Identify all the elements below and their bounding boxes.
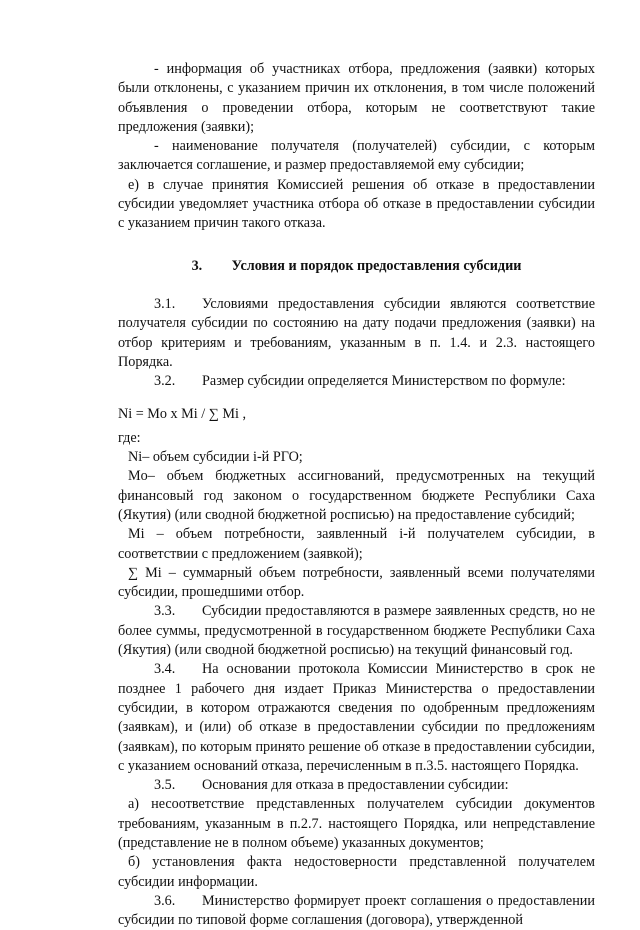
where-label: где: xyxy=(118,429,141,446)
intro-item-2: - наименование получателя (получателей) субсидии, с которым заключается соглашение, и размер предоставляемой ему субсидии; xyxy=(118,138,595,174)
paragraph-3-4 xyxy=(118,660,595,776)
formula: Ni = Mo x Mi / ∑ Mi , xyxy=(118,406,247,423)
ground-b: б) установления факта недостоверности представленной получателем субсидии информации. xyxy=(118,854,595,890)
section-heading xyxy=(118,257,595,276)
paragraph-number: 3.6. xyxy=(154,892,176,909)
paragraph-number: 3.2. xyxy=(154,373,176,390)
paragraph-number: 3.1. xyxy=(154,295,176,312)
paragraph-text: Основания для отказа в предоставлении субсидии: xyxy=(202,777,509,794)
definition-mi: Mi – объем потребности, заявленный i-й получателем субсидии, в соответствии с предложением (заявкой); xyxy=(118,526,595,562)
paragraph-3-3 xyxy=(118,602,595,660)
section-title: Условия и порядок предоставления субсидии xyxy=(231,257,522,274)
paragraph-text: На основании протокола Комиссии Министерство в срок не позднее 1 рабочего дня издает Приказ Министерства о предоставлении субсидии, в котором отражаются сведения по одобренным предложениям (заявкам), и (или) об отказе в предоставлении субсидии по предложениям (заявкам), по которым принято решение об отказе в предоставлении субсидии, с указанием оснований отказа, перечисленным в п.3.5. настоящего Порядка. xyxy=(118,661,595,774)
paragraph-text: Субсидии предоставляются в размере заявленных средств, но не более суммы, предусмотренной в государственном бюджете Республики Саха (Якутия) (или сводной бюджетной росписью) на текущий финансовый год. xyxy=(118,603,595,659)
document-page xyxy=(118,60,595,930)
paragraph-number: 3.3. xyxy=(154,603,176,620)
paragraph-3-1 xyxy=(118,295,595,372)
paragraph-number: 3.4. xyxy=(154,661,176,678)
paragraph-text: Условиями предоставления субсидии являются соответствие получателя субсидии по состоянию на дату подачи предложения (заявки) на отбор критериям и требованиям, указанным в п. 1.4. и 2.3. настоящего Порядка. xyxy=(118,295,595,370)
definition-ni: Ni– объем субсидии i-й РГО; xyxy=(128,449,303,466)
paragraph-3-6 xyxy=(118,892,595,930)
paragraph-number: 3.5. xyxy=(154,777,176,794)
paragraph-3-2 xyxy=(118,372,595,391)
paragraph-3-5 xyxy=(118,776,595,795)
definition-mo: Mo– объем бюджетных ассигнований, предусмотренных на текущий финансовый год законом о государственном бюджете Республики Саха (Якутия) (или сводной бюджетной росписью) на предоставление субсидий; xyxy=(118,468,595,523)
paragraph-text: Министерство формирует проект соглашения о предоставлении субсидии по типовой форме соглашения (договора), утвержденной xyxy=(118,892,595,929)
definition-sum-mi: ∑ Mi – суммарный объем потребности, заявленный всеми получателями субсидии, прошедшими отбор. xyxy=(118,564,595,601)
ground-a: а) несоответствие представленных получателем субсидии документов требованиям, указанным в п.2.7. настоящего Порядка, или непредставление (представление не в полном объеме) указанных документов; xyxy=(118,796,595,851)
intro-item-1: - информация об участниках отбора, предложения (заявки) которых были отклонены, с указанием причин их отклонения, в том числе положений объявления о проведении отбора, которым не соответствуют такие предложения (заявки); xyxy=(118,61,595,135)
section-number: 3. xyxy=(191,257,203,274)
paragraph-text: Размер субсидии определяется Министерством по формуле: xyxy=(202,373,566,390)
intro-item-3: е) в случае принятия Комиссией решения об отказе в предоставлении субсидии уведомляет участника отбора об отказе в предоставлении субсидии с указанием причин такого отказа. xyxy=(118,176,595,232)
